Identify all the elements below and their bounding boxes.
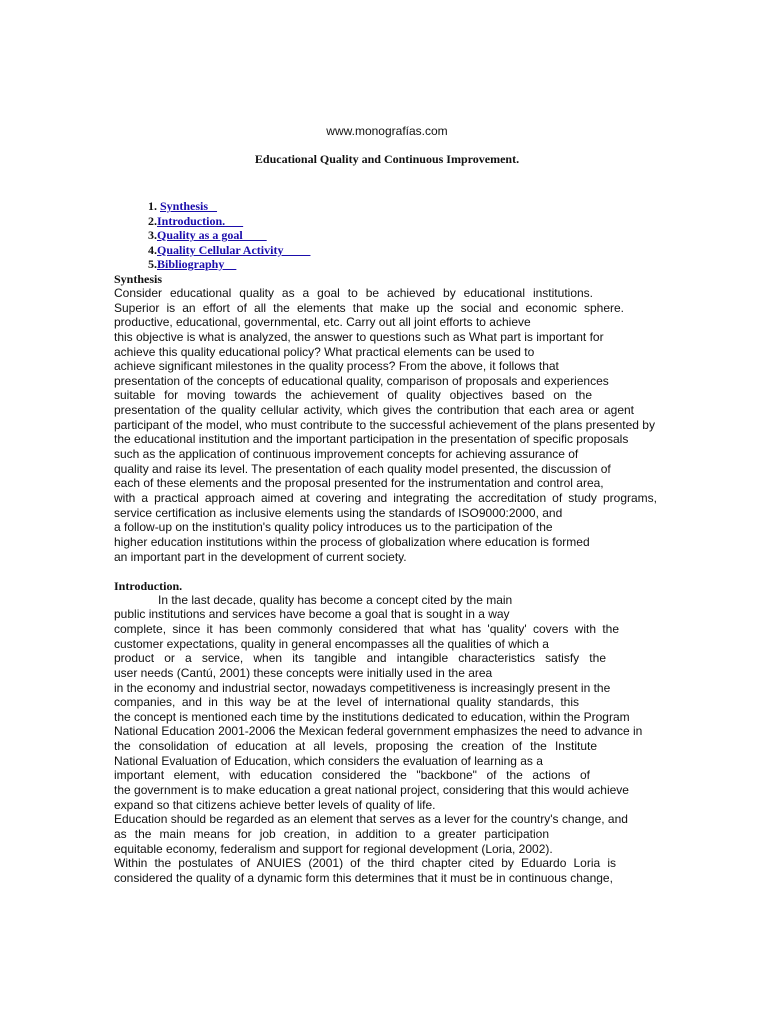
text-line: In the last decade, quality has become a concept cited by the main [158,592,513,607]
text-line: as the main means for job creation, in addition to a greater participation [114,826,549,841]
text-line: Within the postulates of ANUIES (2001) of the third chapter cited by Eduardo Loria is [114,856,616,871]
text-line: considered the quality of a dynamic form this determines that it must be in continuous change, [114,870,613,885]
text-line: suitable for moving towards the achievement of quality objectives based on the [114,388,592,403]
text-line: Consider educational quality as a goal to be achieved by educational institutions. [114,286,593,300]
text-line: service certification as inclusive elements using the standards of ISO9000:2000, and [114,505,563,520]
text-line: complete, since it has been commonly considered that what has 'quality' covers with the [114,621,619,636]
text-line: a follow-up on the institution's quality policy introduces us to the participation of the [114,520,553,535]
text-line: productive, educational, governmental, etc. Carry out all joint efforts to achieve [114,315,531,330]
text-line: this objective is what is analyzed, the answer to questions such as What part is important for [114,329,604,344]
text-line: higher education institutions within the process of globalization where education is formed [114,534,590,549]
text-line: the government is to make education a great national project, considering that this would achieve [114,783,629,797]
text-line: product or a service, when its tangible and intangible characteristics satisfy the [114,651,606,666]
text-line: user needs (Cantú, 2001) these concepts were initially used in the area [114,665,493,680]
toc-link-bibliography[interactable]: Bibliography [157,257,237,271]
text-line: quality and raise its level. The presentation of each quality model presented, the discussion of [114,461,611,476]
toc-number: 2. [148,214,157,228]
text-line: such as the application of continuous improvement concepts for achieving assurance of [114,447,579,462]
section-heading-synthesis: Synthesis [114,272,163,286]
text-line: Superior is an effort of all the elements that make up the social and economic sphere. [114,300,624,315]
toc-number: 3. [148,228,157,242]
toc-link-quality-cellular-activity[interactable]: Quality Cellular Activity [157,243,311,257]
text-line: National Education 2001-2006 the Mexican federal government emphasizes the need to advance in [114,724,643,739]
text-line: equitable economy, federalism and support for regional development (Loria, 2002). [114,841,553,856]
text-line: the concept is mentioned each time by the institutions dedicated to education, within the Program [114,709,630,724]
text-line: participant of the model, who must contribute to the successful achievement of the plans presented by [114,417,655,432]
text-line: important element, with education considered the "backbone" of the actions of [114,768,590,783]
section-heading-introduction: Introduction. [114,578,183,593]
text-line: customer expectations, quality in general encompasses all the qualities of which a [114,636,549,651]
toc-link-introduction[interactable]: Introduction. [157,214,244,228]
toc-number: 1. [148,199,160,213]
text-line: expand so that citizens achieve better levels of quality of life. [114,797,436,812]
document-title: Educational Quality and Continuous Improvement. [254,152,520,166]
text-line: with a practical approach aimed at covering and integrating the accreditation of study programs, [114,490,657,505]
paragraph-gap [114,564,674,579]
toc-link-quality-as-goal[interactable]: Quality as a goal [157,228,267,242]
text-line: achieve this quality educational policy? What practical elements can be used to [114,344,535,359]
site-url: www.monografías.com [326,124,448,138]
toc-number: 4. [148,243,157,257]
text-line: Education should be regarded as an element that serves as a lever for the country's change, and [114,812,628,827]
text-line: public institutions and services have become a goal that is sought in a way [114,607,510,622]
text-line: in the economy and industrial sector, nowadays competitiveness is increasingly present in the [114,680,611,695]
text-line: presentation of the quality cellular activity, which gives the contribution that each area or agent [114,403,634,418]
text-line: an important part in the development of current society. [114,549,407,564]
text-line: National Evaluation of Education, which considers the evaluation of learning as a [114,753,543,768]
document-body [114,272,674,885]
text-line: achieve significant milestones in the quality process? From the above, it follows that [114,359,559,374]
text-line: each of these elements and the proposal presented for the instrumentation and control area, [114,476,604,491]
text-line: companies, and in this way be at the level of international quality standards, this [114,695,579,710]
text-line: the consolidation of education at all levels, proposing the creation of the Institute [114,739,597,754]
toc-link-synthesis[interactable]: Synthesis [160,199,218,213]
text-line: presentation of the concepts of educational quality, comparison of proposals and experiences [114,373,609,388]
toc-number: 5. [148,257,157,271]
text-line: the educational institution and the important participation in the presentation of specific proposals [114,432,629,447]
